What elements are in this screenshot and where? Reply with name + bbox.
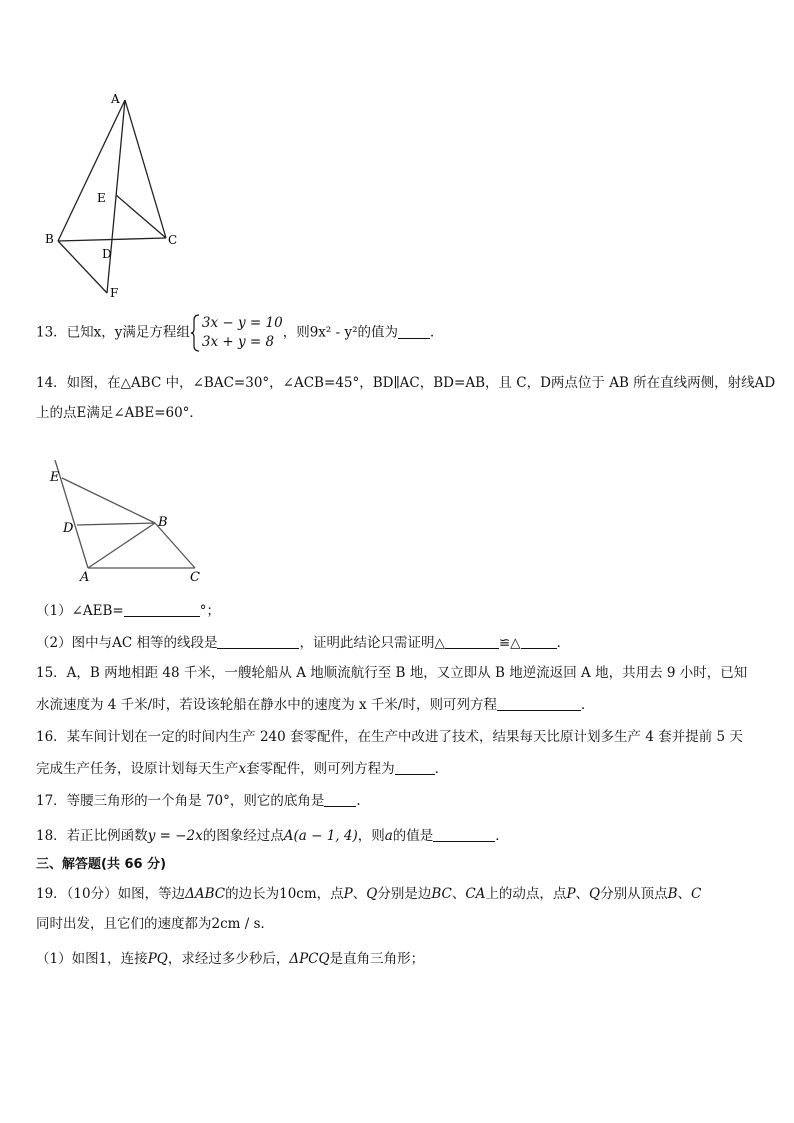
q19-side-bc: BC	[431, 886, 452, 902]
q14-sub2-blank-1[interactable]	[217, 634, 299, 649]
q14-sub1-suffix: °；	[199, 603, 220, 619]
question-15-line-2	[36, 696, 594, 714]
q18-end: ．	[495, 828, 509, 844]
equation-2: 3x + y = 8	[201, 334, 275, 350]
q17-answer-blank[interactable]	[324, 792, 356, 807]
q19-line2-end: ．	[260, 916, 275, 932]
q18-suffix: 的值是	[392, 828, 434, 844]
q17-end: .	[356, 793, 361, 809]
question-19-sub-1	[36, 950, 424, 968]
q19-mid4: 上的动点，点	[485, 886, 567, 902]
question-15-line-1: 15．A，B 两地相距 48 千米，一艘轮船从 A 地顺流航行至 B 地，又立即从 B 地逆流返回 A 地，共用去 9 小时，已知	[36, 665, 748, 681]
q16-line2-prefix: 完成生产任务，设原计划每天生产	[36, 761, 239, 777]
q14-sub2-prefix: （2）图中与AC 相等的线段是	[36, 635, 218, 651]
label-c: C	[190, 570, 200, 585]
q19-vertex-c: C	[691, 886, 702, 902]
q14-sub2-blank-3[interactable]	[521, 634, 557, 649]
q18-mid: 的图象经过点	[202, 828, 284, 844]
q19-segment-pq: PQ	[147, 951, 168, 967]
q18-prefix: 18．若正比例函数	[36, 828, 148, 844]
q19-mid: 的边长为	[225, 886, 280, 902]
q14-sub2-end: ．	[556, 635, 571, 651]
q19-sub1-prefix: （1）如图1，连接	[36, 951, 148, 967]
q16-line2-mid: 套零配件，则可列方程为	[246, 761, 395, 777]
q18-point: A(a − 1, 4)	[283, 828, 358, 844]
q18-mid2: ，则	[357, 828, 385, 844]
q19-sep3: 、	[575, 886, 590, 902]
q14-sub1-blank[interactable]	[124, 602, 200, 617]
q19-triangle-pcq: ΔPCQ	[289, 951, 330, 967]
q16-answer-blank[interactable]	[395, 760, 435, 775]
q19-mid2: ，点	[316, 886, 344, 902]
segment-ac	[125, 100, 166, 238]
q19-sep4: 、	[677, 886, 692, 902]
equation-system	[190, 314, 283, 352]
q19-sub1-end: 是直角三角形；	[329, 951, 425, 967]
question-16-line-2	[36, 760, 448, 778]
ray-ae	[55, 460, 88, 568]
q19-vertex-b: B	[667, 886, 678, 902]
segment-ab	[88, 523, 155, 568]
q13-end: ．	[430, 324, 444, 341]
q14-sub2-mid: ，证明此结论只需证明△	[299, 635, 445, 651]
question-16-line-1: 16．某车间计划在一定的时间内生产 240 套零配件，在生产中改进了技术，结果每天比原计划多生产 4 套并提前 5 天	[36, 729, 743, 745]
question-14-sub-1	[36, 602, 220, 620]
q16-end: ．	[434, 761, 449, 777]
label-d: D	[102, 247, 112, 261]
label-a: A	[80, 570, 90, 585]
question-14-line-1: 14．如图，在△ABC 中，∠BAC=30°，∠ACB=45°，BD∥AC，BD=AB，且 C，D两点位于 AB 所在直线两侧，射线AD	[36, 375, 776, 391]
segment-ec	[116, 195, 166, 238]
brace-icon	[190, 314, 200, 352]
question-18	[36, 827, 509, 845]
equation-1: 3x − y = 10	[201, 315, 283, 331]
q19-triangle: ΔABC	[185, 886, 226, 902]
segment-af	[107, 100, 125, 293]
question-13	[36, 314, 444, 352]
q19-length: 10cm	[279, 886, 317, 902]
q19-sub1-mid: ，求经过多少秒后，	[167, 951, 290, 967]
segment-ab	[58, 100, 125, 241]
q19-point-p-2: P	[566, 886, 576, 902]
label-a: A	[111, 92, 120, 106]
q15-line2-prefix: 水流速度为 4 千米/时，若设该轮船在静水中的速度为 x 千米/时，则可列方程	[36, 697, 497, 713]
label-e: E	[50, 470, 60, 485]
question-17	[36, 792, 361, 810]
q19-mid3: 分别是边	[377, 886, 432, 902]
segment-eb	[62, 478, 155, 523]
q19-point-q: Q	[366, 886, 378, 902]
segment-bf	[58, 241, 107, 293]
label-d: D	[63, 521, 74, 536]
q13-answer-blank[interactable]	[398, 324, 430, 339]
segment-db	[77, 523, 155, 525]
q19-point-p: P	[343, 886, 353, 902]
label-f: F	[110, 286, 119, 300]
question-19-line-1	[36, 885, 701, 903]
q19-speed: 2cm / s	[211, 916, 261, 932]
question-14-sub-2	[36, 634, 570, 652]
label-b: B	[45, 232, 54, 246]
label-e: E	[97, 191, 106, 205]
label-c: C	[168, 233, 178, 247]
q13-prefix: 13．已知x，y满足方程组	[36, 324, 190, 341]
q16-var-x: x	[238, 761, 247, 777]
q19-line2-prefix: 同时出发，且它们的速度都为	[36, 916, 212, 932]
figure-1	[40, 88, 190, 303]
q19-mid5: 分别从顶点	[600, 886, 668, 902]
q19-sep2: 、	[451, 886, 466, 902]
label-b: B	[158, 515, 168, 530]
q14-sub1-prefix: （1）∠AEB=	[36, 603, 124, 619]
question-14-line-2: 上的点E满足∠ABE=60°．	[36, 405, 203, 421]
q15-end: ．	[580, 697, 595, 713]
q19-point-q-2: Q	[589, 886, 601, 902]
section-3-heading: 三、解答题(共 66 分)	[36, 857, 167, 872]
q19-sep1: 、	[352, 886, 367, 902]
q19-prefix: 19．（10分）如图，等边	[36, 886, 186, 902]
q14-sub2-blank-2[interactable]	[445, 634, 499, 649]
q13-suffix: ，则9x² - y²的值为	[282, 324, 399, 341]
q18-function: y = −2x	[147, 828, 203, 844]
q14-sub2-congruent: ≌△	[498, 635, 521, 651]
q18-answer-blank[interactable]	[433, 827, 495, 842]
q15-answer-blank[interactable]	[497, 696, 581, 711]
q17-prefix: 17．等腰三角形的一个角是 70°，则它的底角是	[36, 793, 325, 809]
question-19-line-2	[36, 915, 274, 933]
q18-var-a: a	[384, 828, 393, 844]
figure-2	[40, 460, 220, 586]
q19-side-ca: CA	[465, 886, 486, 902]
